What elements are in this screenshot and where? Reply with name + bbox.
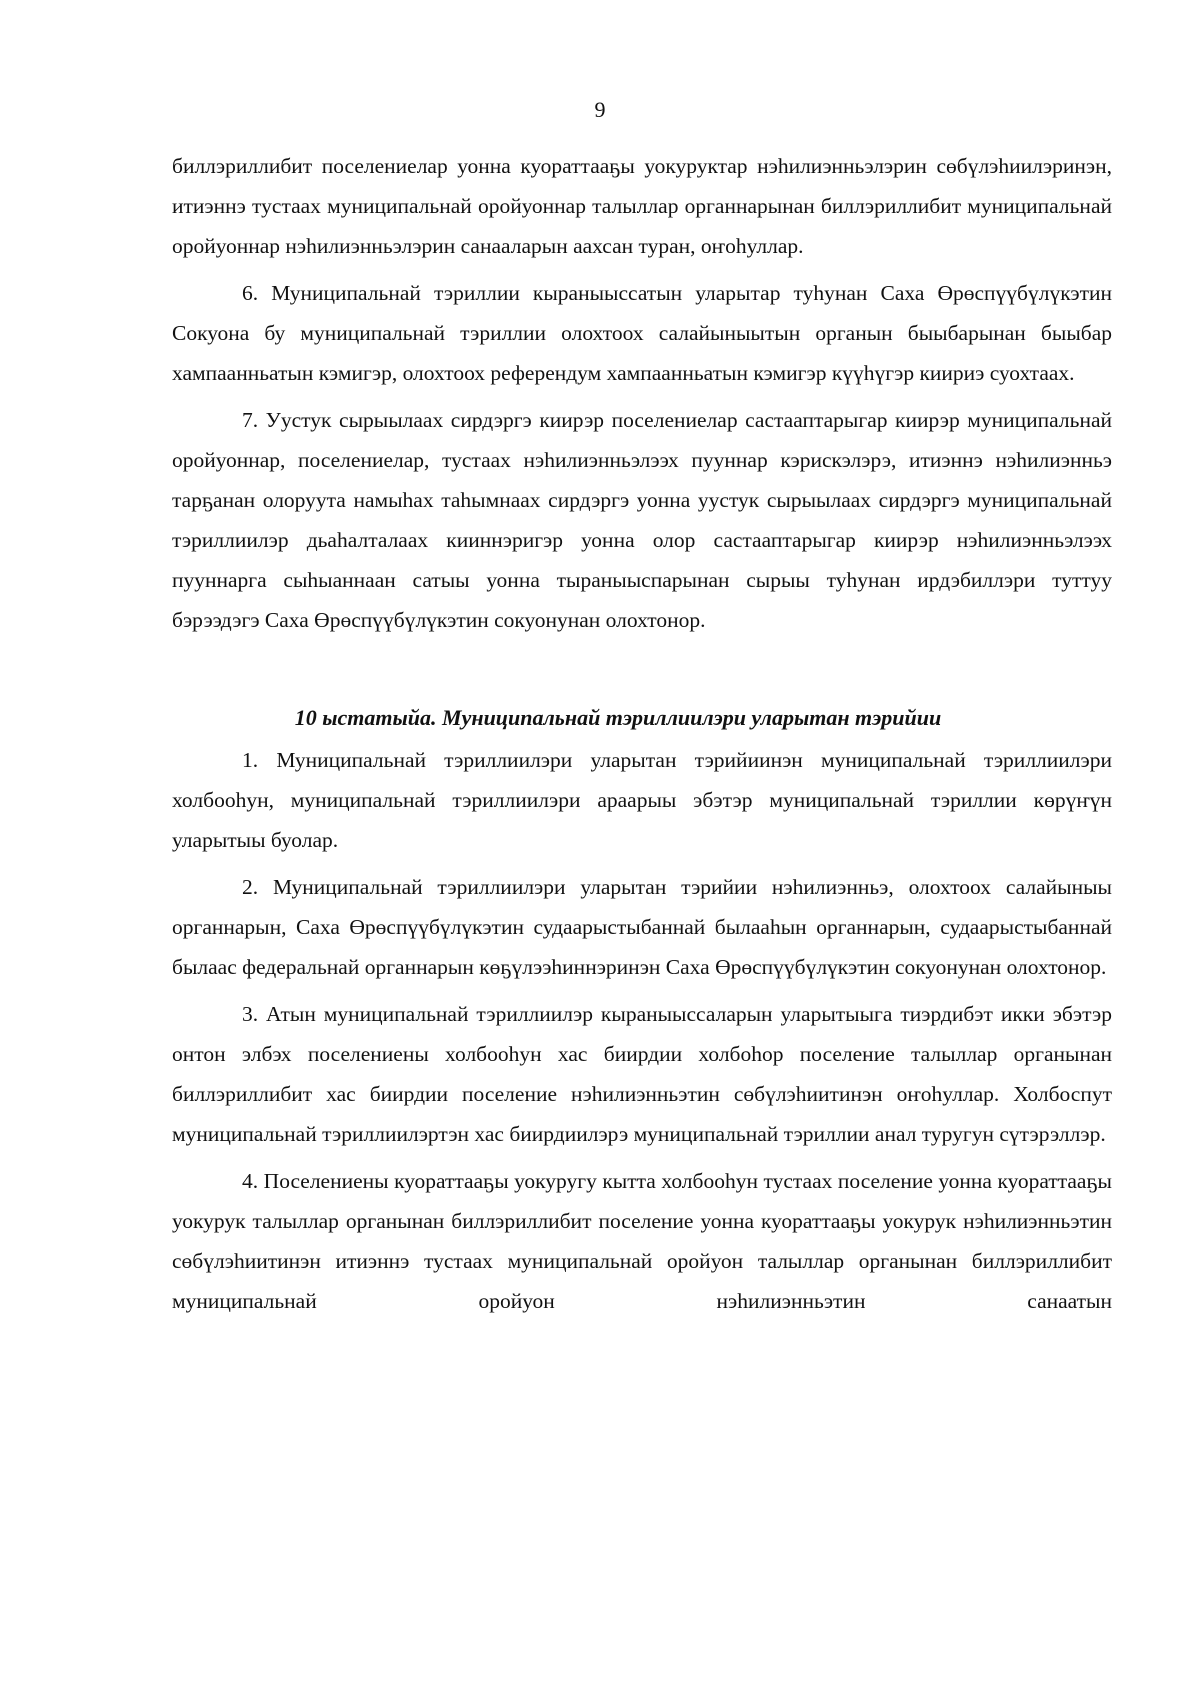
article-title: Муниципальнай тэриллиилэри уларытан тэрийии [442,705,942,730]
article-10-paragraph-1: 1. Муниципальнай тэриллиилэри уларытан тэрийиинэн муниципальнай тэриллиилэри холбооһун, муниципальнай тэриллиилэри араарыы эбэтэр муниципальнай тэриллии көрүҥүн уларытыы буолар. [172,748,1112,852]
paragraph-6: 6. Муниципальнай тэриллии кыраныыссатын уларытар туһунан Саха Өрөспүүбүлүкэтин Сокуона бу муниципальнай тэриллии олохтоох салайыныытын органын быыбарынан быыбар хампаанньатын кэмигэр, олохтоох референдум хампаанньатын кэмигэр күүһүгэр киириэ суохтаах. [172,281,1112,385]
paragraph-continuation: биллэриллибит поселениелар уонна куораттааҕы уокуруктар нэһилиэнньэлэрин сөбүлэһиилэринэн, итиэннэ тустаах муниципальнай оройуоннар талыллар органнарынан биллэриллибит муниципальнай оройуоннар нэһилиэнньэлэрин санааларын аахсан туран, оҥоһуллар. [172,154,1112,258]
article-10-paragraph-4: 4. Поселениены куораттааҕы уокуругу кытта холбооһун тустаах поселение уонна куораттааҕы уокурук талыллар органынан биллэриллибит поселение уонна куораттааҕы уокурук нэһилиэнньэтин сөбүлэһиитинэн итиэннэ тустаах муниципальнай оройуон талыллар органынан биллэриллибит муниципальнай оройуон нэһилиэнньэтин санаатын [172,1169,1112,1313]
article-10-heading [172,698,1112,738]
article-10-paragraph-2: 2. Муниципальнай тэриллиилэри уларытан тэрийии нэһилиэнньэ, олохтоох салайыныы органнарын, Саха Өрөспүүбүлүкэтин судаарыстыбаннай былааһын органнарын, судаарыстыбаннай былаас федеральнай органнарын көҕүлээһиннэринэн Саха Өрөспүүбүлүкэтин сокуонунан олохтонор. [172,875,1112,979]
document-body [172,146,1112,1328]
article-10-paragraph-3: 3. Атын муниципальнай тэриллиилэр кыраныыссаларын уларытыыга тиэрдибэт икки эбэтэр онтон элбэх поселениены холбооһун хас биирдии холбоһор поселение талыллар органынан биллэриллибит хас биирдии поселение нэһилиэнньэтин сөбүлэһиитинэн оҥоһуллар. Холбоспут муниципальнай тэриллиилэртэн хас биирдиилэрэ муниципальнай тэриллии анал туругун сүтэрэллэр. [172,1002,1112,1146]
article-number: 10 ыстатыйа. [294,705,437,730]
paragraph-7: 7. Уустук сырыылаах сирдэргэ киирэр поселениелар састааптарыгар киирэр муниципальнай оройуоннар, поселениелар, тустаах нэһилиэнньэлээх пууннар кэрискэлэрэ, итиэннэ нэһилиэнньэ тарҕанан олоруута намыһах таһымнаах сирдэргэ уонна уустук сырыылаах сирдэргэ муниципальнай тэриллиилэр дьаһалталаах кииннэригэр уонна олор састааптарыгар киирэр нэһилиэнньэлээх пууннарга сыһыаннаан сатыы уонна тыраныыспарынан сырыы туһунан ирдэбиллэри туттуу бэрээдэгэ Саха Өрөспүүбүлүкэтин сокуонунан олохтонор. [172,408,1112,632]
page-number: 9 [594,97,606,122]
